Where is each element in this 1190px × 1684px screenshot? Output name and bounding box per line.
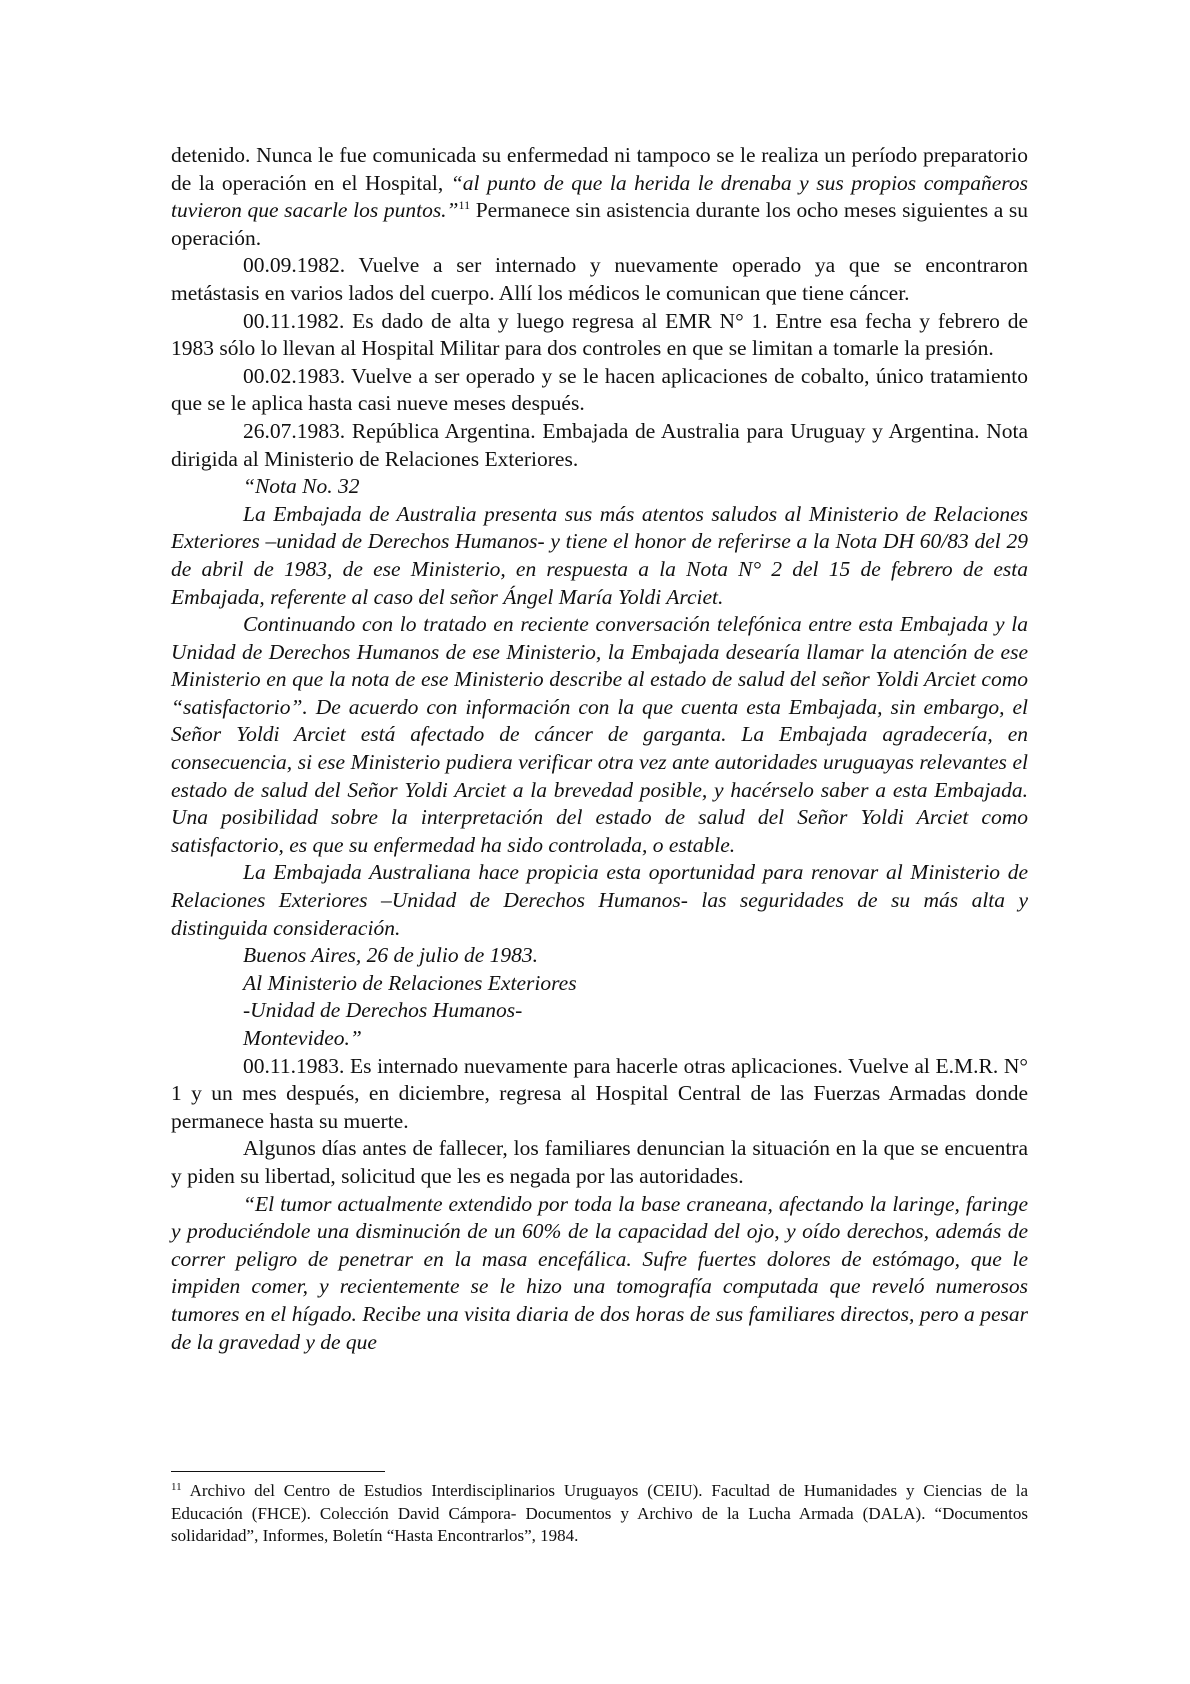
note-paragraph-3: La Embajada Australiana hace propicia esta oportunidad para renovar al Ministerio de Relaciones Exteriores –Unidad de Derechos Humanos- las seguridades de su más alta y distinguida consideración. bbox=[171, 860, 1028, 940]
note-paragraph-1: La Embajada de Australia presenta sus más atentos saludos al Ministerio de Relaciones Exteriores –unidad de Derechos Humanos- y tiene el honor de referirse a la Nota DH 60/83 del 29 de abril de 1983, de ese Ministerio, en respuesta a la Nota N° 2 del 15 de febrero de esta Embajada, referente al caso del señor Ángel María Yoldi Arciet. bbox=[171, 501, 1028, 609]
paragraph-text: detenido. Nunca le fue comunicada su enfermedad ni tampoco se le realiza un período preparatorio de la operación en el Hospital, bbox=[171, 143, 1028, 195]
footnote-text: Archivo del Centro de Estudios Interdisciplinarios Uruguayos (CEIU). Facultad de Humanidades y Ciencias de la Educación (FHCE). Colección David Cámpora- Documentos y Archivo de la Lucha Armada (DALA). “Documentos solidaridad”, Informes, Boletín “Hasta Encontrarlos”, 1984. bbox=[171, 1481, 1028, 1546]
paragraph-feb-1983: 00.02.1983. Vuelve a ser operado y se le hacen aplicaciones de cobalto, único tratamiento que se le aplica hasta casi nueve meses después. bbox=[171, 363, 1028, 416]
note-paragraph-2: Continuando con lo tratado en reciente conversación telefónica entre esta Embajada y la Unidad de Derechos Humanos de ese Ministerio, la Embajada desearía llamar la atención de ese Ministerio en que la nota de ese Ministerio describe al estado de salud del señor Yoldi Arciet como “satisfactorio”. De acuerdo con información con la que cuenta esta Embajada, sin embargo, el Señor Yoldi Arciet está afectado de cáncer de garganta. La Embajada agradecería, en consecuencia, si ese Ministerio pudiera verificar otra vez ante autoridades uruguayas relevantes el estado de salud del Señor Yoldi Arciet a la brevedad posible, y hacérselo saber a esta Embajada. Una posibilidad sobre la interpretación del estado de salud del Señor Yoldi Arciet como satisfactorio, es que su enfermedad ha sido controlada, o estable. bbox=[171, 612, 1028, 857]
footnote-number: 11 bbox=[171, 1481, 182, 1493]
note-addressee-3: Montevideo.” bbox=[243, 1026, 362, 1050]
note-addressee-1: Al Ministerio de Relaciones Exteriores bbox=[243, 970, 577, 995]
paragraph-nov-1982: 00.11.1982. Es dado de alta y luego regresa al EMR N° 1. Entre esa fecha y febrero de 1983 sólo lo llevan al Hospital Militar para dos controles en que se limitan a tomarle la presión. bbox=[171, 308, 1028, 361]
inline-quote: “al punto de que la herida le drenaba y sus propios compañeros tuvieron que sacarle los puntos.” bbox=[171, 170, 1028, 223]
footnote-separator bbox=[171, 1471, 385, 1472]
note-place-date: Buenos Aires, 26 de julio de 1983. bbox=[243, 943, 538, 968]
footnote-11 bbox=[171, 1480, 1028, 1548]
paragraph-tumor-quote: “El tumor actualmente extendido por toda la base craneana, afectando la laringe, faringe y produciéndole una disminución de un 60% de la capacidad del ojo, y oído derechos, además de correr peligro de penetrar en la masa encefálica. Sufre fuertes dolores de estómago, que le impiden comer, y recientemente se le hizo una tomografía computada que reveló numerosos tumores en el hígado. Recibe una visita diaria de dos horas de sus familiares directos, pero a pesar de la gravedad y de que bbox=[171, 1191, 1028, 1354]
paragraph-nov-1983: 00.11.1983. Es internado nuevamente para hacerle otras aplicaciones. Vuelve al E.M.R. N° 1 y un mes después, en diciembre, regresa al Hospital Central de las Fuerzas Armadas donde permanece hasta su muerte. bbox=[171, 1053, 1028, 1133]
paragraph-text: Permanece sin asistencia durante los ocho meses siguientes a su operación. bbox=[171, 198, 1028, 250]
paragraph-sept-1982: 00.09.1982. Vuelve a ser internado y nuevamente operado ya que se encontraron metástasis en varios lados del cuerpo. Allí los médicos le comunican que tiene cáncer. bbox=[171, 253, 1028, 305]
paragraph-jul-1983: 26.07.1983. República Argentina. Embajada de Australia para Uruguay y Argentina. Nota dirigida al Ministerio de Relaciones Exteriores. bbox=[171, 418, 1028, 471]
paragraph-family-request: Algunos días antes de fallecer, los familiares denuncian la situación en la que se encuentra y piden su libertad, solicitud que les es negada por las autoridades. bbox=[171, 1136, 1028, 1188]
note-addressee-2: -Unidad de Derechos Humanos- bbox=[243, 998, 523, 1023]
document-body bbox=[171, 142, 1028, 1356]
footnote-reference[interactable]: 11 bbox=[458, 198, 471, 213]
paragraph-detention bbox=[171, 142, 1028, 252]
note-title: “Nota No. 32 bbox=[243, 474, 360, 499]
